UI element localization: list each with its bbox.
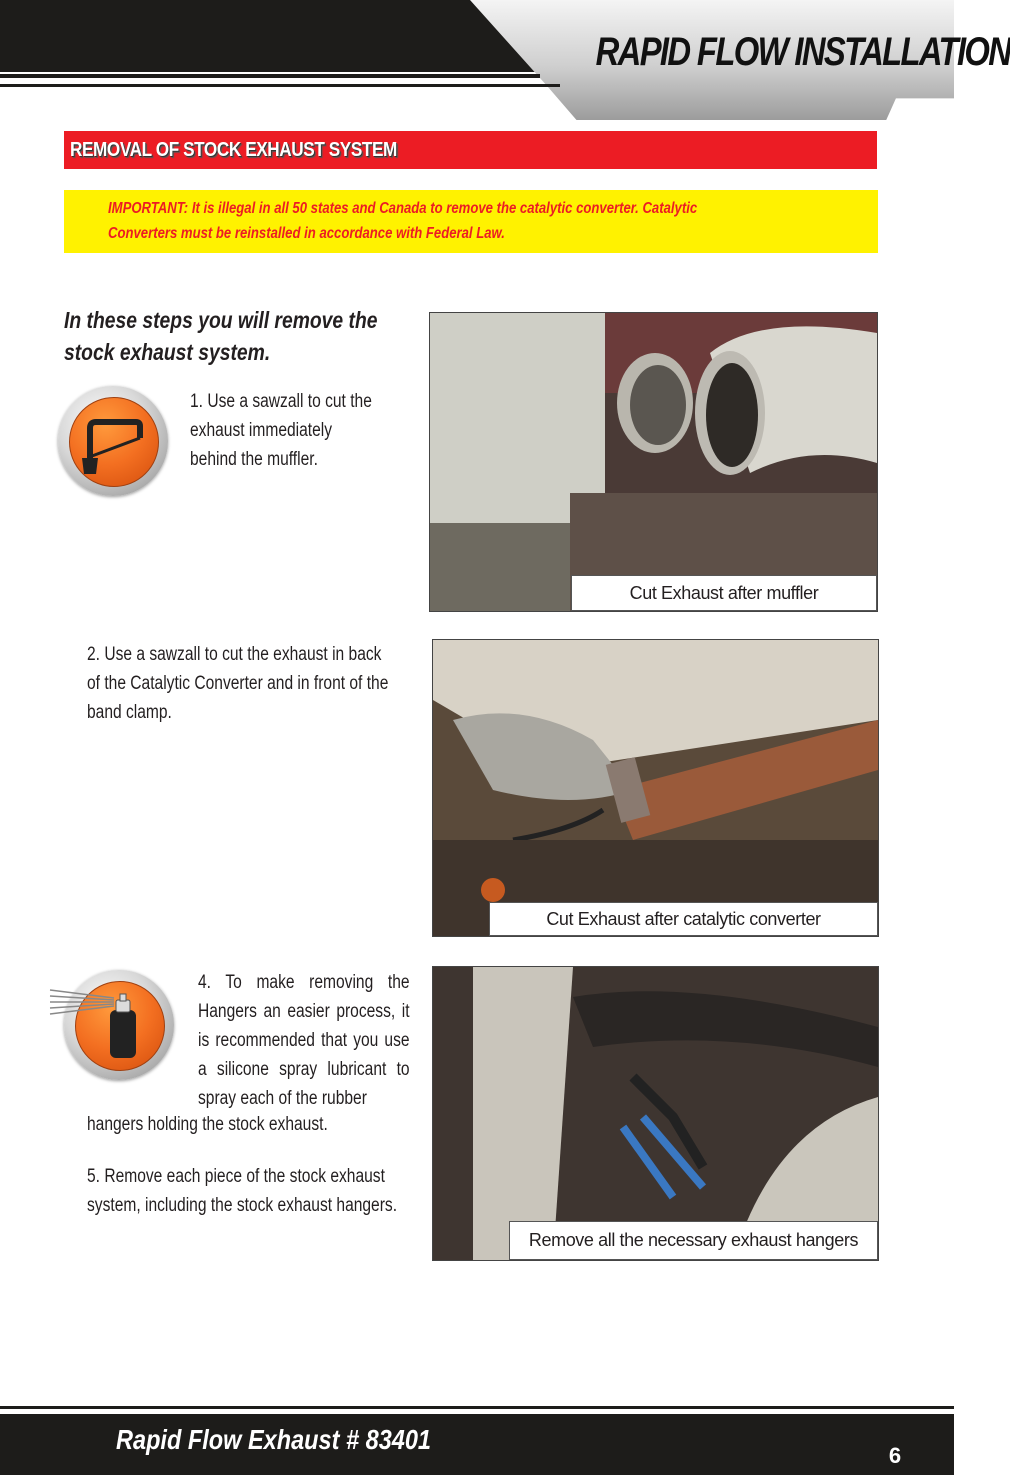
- important-notice-text: IMPORTANT: It is illegal in all 50 states and Canada to remove the catalytic converter. Catalytic Converters must be reinstalled in accordance with Federal Law.: [108, 200, 698, 242]
- intro-text: In these steps you will remove the stock exhaust system.: [64, 307, 378, 365]
- footer-rule: [0, 1406, 954, 1409]
- photo-3-caption: Remove all the necessary exhaust hangers: [509, 1221, 878, 1260]
- photo-cut-after-catalytic-converter: [432, 639, 879, 937]
- header-rule: [0, 74, 540, 78]
- page-number: 6: [888, 1443, 902, 1468]
- step-1-text: 1. Use a sawzall to cut the exhaust immediately behind the muffler.: [190, 391, 372, 470]
- step-2-text: 2. Use a sawzall to cut the exhaust in back of the Catalytic Converter and in front of the band clamp.: [87, 644, 389, 723]
- header-black-band: [0, 0, 560, 72]
- step-5-text: 5. Remove each piece of the stock exhaust system, including the stock exhaust hangers.: [87, 1166, 398, 1216]
- step-4-text-part1: 4. To make removing the Hangers an easier process, it is recommended that you use a silicone spray lubricant to spray each of the rubber: [198, 972, 410, 1109]
- photo-cut-after-muffler: [429, 312, 878, 612]
- photo-remove-exhaust-hangers: [432, 966, 879, 1261]
- footer-title: Rapid Flow Exhaust # 83401: [116, 1424, 432, 1455]
- page-title: RAPID FLOW INSTALLATION: [595, 30, 1010, 74]
- photo-2-caption: Cut Exhaust after catalytic converter: [489, 902, 878, 936]
- section-title: REMOVAL OF STOCK EXHAUST SYSTEM: [70, 139, 397, 161]
- spray-mist-icon: [48, 982, 118, 1022]
- photo-1-caption: Cut Exhaust after muffler: [571, 575, 877, 611]
- hacksaw-icon: [58, 386, 168, 496]
- step-4-text-part2: hangers holding the stock exhaust.: [87, 1114, 328, 1135]
- header-rule: [0, 84, 560, 87]
